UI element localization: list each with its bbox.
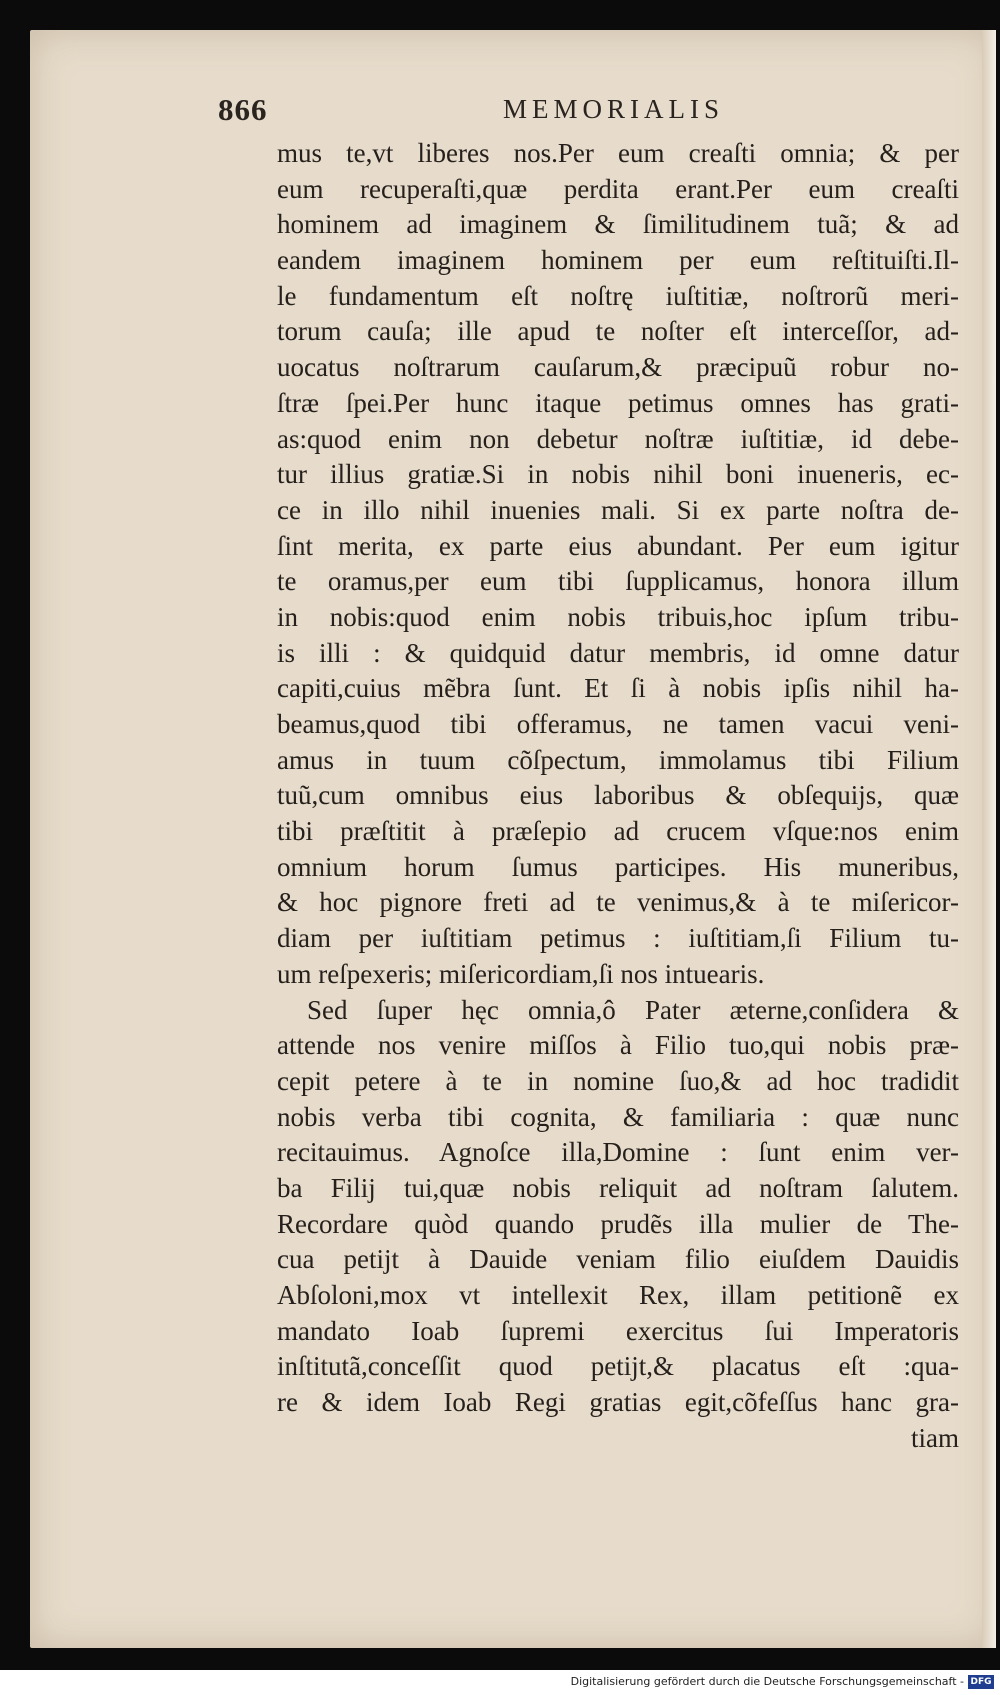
running-title: MEMORIALIS	[503, 94, 725, 124]
text-line: capiti,cuius mẽbra ſunt. Et ſi à nobis ipſis nihil ha-	[277, 673, 959, 704]
text-line: cepit petere à te in nomine ſuo,& ad hoc tradidit	[277, 1065, 959, 1096]
text-line: nobis verba tibi cognita, & familiaria : quæ nunc	[277, 1101, 959, 1132]
text-line: Recordare quòd quando prudẽs illa mulier de The-	[277, 1208, 959, 1239]
text-line: Abſoloni,mox vt intellexit Rex, illam petitionẽ ex	[277, 1280, 959, 1310]
text-line: tuũ,cum omnibus eius laboribus & obſequijs, quæ	[277, 780, 959, 811]
text-line: te oramus,per eum tibi ſupplicamus, honora illum	[277, 566, 959, 597]
text-line: torum cauſa; ille apud te noſter eſt interceſſor, ad-	[277, 316, 959, 347]
text-line: inſtitutã,conceſſit quod petijt,& placatus eſt :qua-	[277, 1351, 959, 1382]
text-line: ſtræ ſpei.Per hunc itaque petimus omnes has grati-	[277, 387, 959, 418]
text-line: attende nos venire miſſos à Filio tuo,qui nobis præ-	[277, 1030, 959, 1061]
text-line: ce in illo nihil inuenies mali. Si ex parte noſtra de-	[277, 494, 959, 525]
text-line: in nobis:quod enim nobis tribuis,hoc ipſum tribu-	[277, 601, 959, 632]
text-line: mandato Ioab ſupremi exercitus ſui Imperatoris	[277, 1315, 959, 1346]
text-line: ſint merita, ex parte eius abundant. Per eum igitur	[277, 530, 959, 561]
body-text	[277, 136, 959, 1456]
text-line: as:quod enim non debetur noſtræ iuſtitiæ, id debe-	[277, 423, 959, 454]
text-line: & hoc pignore freti ad te venimus,& à te miſericor-	[277, 887, 959, 918]
dfg-logo: DFG	[968, 1675, 994, 1689]
page-number: 866	[218, 92, 268, 127]
text-line: cua petijt à Dauide veniam filio eiuſdem Dauidis	[277, 1244, 959, 1275]
text-line: diam per iuſtitiam petimus : iuſtitiam,ſi Filium tu-	[277, 923, 959, 954]
text-line: hominem ad imaginem & ſimilitudinem tuã; & ad	[277, 209, 959, 240]
page-header	[218, 92, 738, 126]
text-line: um reſpexeris; miſericordiam,ſi nos intuearis.	[277, 958, 765, 989]
text-line: amus in tuum cõſpectum, immolamus tibi Filium	[277, 744, 959, 775]
page-edge	[982, 30, 996, 1648]
text-line: omnium horum ſumus participes. His muneribus,	[277, 851, 959, 882]
text-line: ba Filij tui,quæ nobis reliquit ad noſtram ſalutem.	[277, 1172, 959, 1203]
text-line: le fundamentum eſt noſtrę iuſtitiæ, noſtrorũ meri-	[277, 280, 959, 311]
funding-credit: Digitalisierung gefördert durch die Deutsche Forschungsgemeinschaft -	[570, 1675, 964, 1688]
text-line: uocatus noſtrarum cauſarum,& præcipuũ robur no-	[277, 352, 959, 383]
footer-bar	[0, 1670, 1000, 1695]
text-line: tibi præſtitit à præſepio ad crucem vſque:nos enim	[277, 816, 959, 847]
text-line: tur illius gratiæ.Si in nobis nihil boni inueneris, ec-	[277, 459, 959, 490]
text-line: tiam	[911, 1422, 959, 1453]
text-line: eandem imaginem hominem per eum reſtituiſti.Il-	[277, 245, 959, 276]
text-line: beamus,quod tibi offeramus, ne tamen vacui veni-	[277, 709, 959, 739]
text-line: mus te,vt liberes nos.Per eum creaſti omnia; & per	[277, 138, 959, 168]
text-line: re & idem Ioab Regi gratias egit,cõfeſſus hanc gra-	[277, 1387, 959, 1418]
text-line: recitauimus. Agnoſce illa,Domine : ſunt enim ver-	[277, 1137, 959, 1168]
text-line: Sed ſuper hęc omnia,ô Pater æterne,conſidera &	[307, 994, 959, 1025]
text-line: is illi : & quidquid datur membris, id omne datur	[277, 637, 959, 668]
text-line: eum recuperaſti,quæ perdita erant.Per eum creaſti	[277, 173, 959, 204]
